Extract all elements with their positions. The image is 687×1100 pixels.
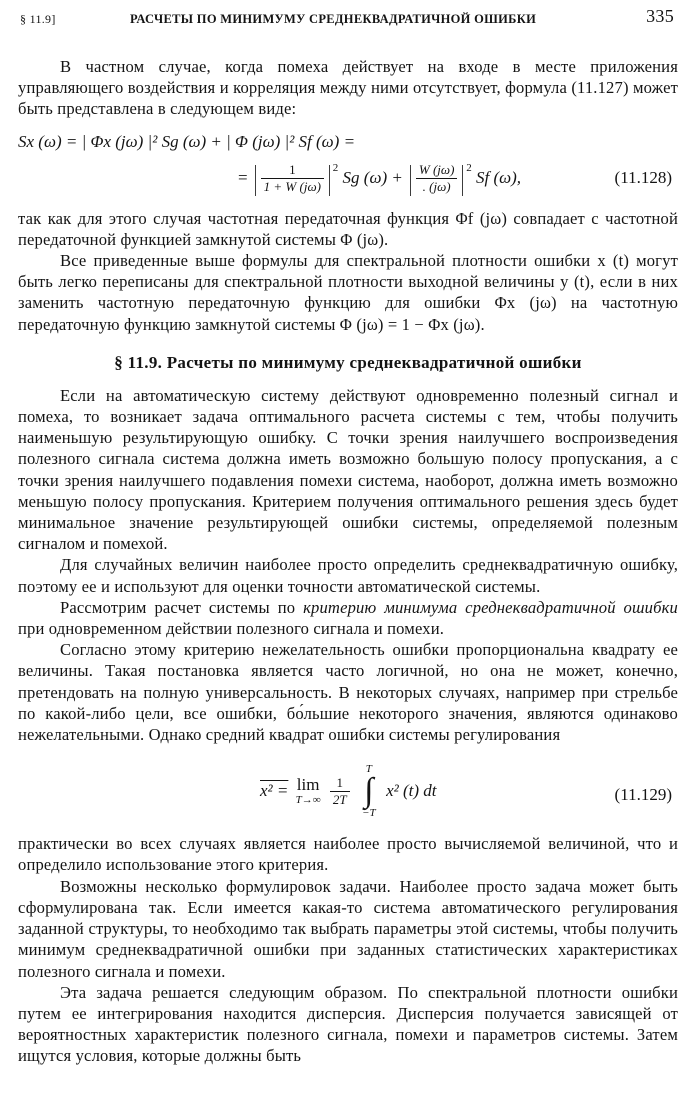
header-running-title: РАСЧЕТЫ ПО МИНИМУМУ СРЕДНЕКВАДРАТИЧНОЙ ОШИБКИ	[130, 12, 537, 26]
abs-bar-right: |	[327, 159, 332, 197]
fraction-1-numerator: 1	[261, 162, 324, 179]
paragraph-8: практически во всех случаях является наиболее просто вычисляемой величиной, что и определило использование этого критерия.	[18, 834, 678, 875]
eq-tail-term: Sf (ω),	[475, 167, 522, 187]
abs-bar-left-2: |	[408, 159, 413, 197]
paragraph-1: В частном случае, когда помеха действует на входе в месте приложения управляющего воздействия и корреляция между ними отсутствует, формула (11.127) может быть представлена в следующем виде:	[18, 57, 678, 119]
paragraph-6	[18, 597, 678, 639]
eq129-fraction-denominator: 2T	[332, 791, 347, 807]
paragraph-6-italic: критерию минимума среднеквадратичной ошибки	[303, 597, 678, 617]
fraction-1	[261, 162, 324, 195]
paragraph-5: Для случайных величин наиболее просто определить среднеквадратичную ошибку, поэтому ее и используют для оценки точности автоматической системы.	[18, 555, 678, 596]
paragraph-10: Эта задача решается следующим образом. По спектральной плотности ошибки путем ее интегрирования находится дисперсия. Дисперсия получается зависящей от вероятностных характеристик полезного сигнала, помехи и параметров системы. Затем ищутся условия, которые должны быть	[18, 982, 678, 1066]
fraction-2-numerator: W (jω)	[416, 162, 458, 179]
fraction-1-denominator: 1 + W (jω)	[263, 179, 321, 195]
paragraph-4: Если на автоматическую систему действуют одновременно полезный сигнал и помеха, то возникает задача оптимального расчета системы с тем, чтобы получить наименьшую результирующую ошибку. С точки зрения наилучшего воспроизведения полезного сигнала система должна иметь возможно большую полосу пропускания, а с точки зрения наилучшего подавления помехи система, наоборот, должна иметь возможно меньшую полосу пропускания. Критерием получения оптимального решения здесь будет минимальное значение результирующей ошибки системы, определяемой полезным сигналом и помехой.	[18, 385, 678, 554]
square-exponent: 2	[332, 161, 339, 174]
fraction-2	[416, 162, 458, 195]
equation-11-128-line-1: Sx (ω) = | Φx (jω) |² Sg (ω) + | Φ (jω) |² Sf (ω) =	[18, 131, 356, 151]
eq129-integrand: x² (t) dt	[386, 781, 437, 801]
paragraph-2: так как для этого случая частотная передаточная функция Φf (jω) совпадает с частотной передаточной функцией замкнутой системы Φ (jω).	[18, 208, 678, 249]
equation-11-129	[18, 745, 678, 833]
paragraph-3: Все приведенные выше формулы для спектральной плотности ошибки x (t) могут быть легко переписаны для спектральной плотности выходной величины y (t), если в них заменить частотную передаточную функцию для ошибки Φx (jω) на частотную передаточную функцию замкнутой системы Φ (jω) = 1 − Φx (jω).	[18, 251, 678, 334]
eq129-integral	[360, 763, 378, 819]
equation-number-11-129: (11.129)	[614, 785, 672, 805]
square-exponent-2: 2	[466, 161, 472, 174]
equation-11-128	[18, 126, 678, 208]
fraction-2-denominator: . (jω)	[422, 179, 451, 195]
page-number: 335	[646, 6, 674, 26]
running-header	[18, 6, 678, 32]
eq129-fraction-numerator: 1	[330, 775, 350, 792]
integral-sign: ∫	[364, 772, 374, 810]
eq-equals: =	[238, 167, 248, 187]
abs-bar-left: |	[253, 159, 257, 197]
section-heading: § 11.9. Расчеты по минимуму среднеквадратичной ошибки	[114, 352, 582, 372]
eq129-limit	[296, 776, 321, 806]
page	[18, 6, 678, 1067]
paragraph-9: Возможны несколько формулировок задачи. Наиболее просто задача может быть сформулирована так. Если имеется какая-то система автоматического регулирования заданной структуры, то необходимо так выбрать параметры этой системы, чтобы получить минимум среднеквадратичной ошибки при заданных статистических характеристиках полезного сигнала и помехи.	[18, 876, 678, 981]
eq129-fraction	[330, 775, 350, 808]
equation-11-128-line-2	[238, 159, 522, 197]
abs-bar-right-2: |	[461, 159, 465, 197]
header-section-ref: § 11.9]	[20, 12, 56, 26]
paragraph-6-start: Рассмотрим расчет системы по	[60, 597, 296, 617]
eq129-int-lower: −T	[362, 807, 376, 820]
eq-mid-term: Sg (ω) +	[342, 167, 403, 187]
equation-number-11-128: (11.128)	[614, 167, 672, 187]
eq129-lim-sub: T→∞	[295, 794, 321, 807]
eq129-lhs: x² =	[260, 781, 289, 801]
equation-11-129-body	[260, 763, 437, 819]
eq129-int-upper: T	[365, 763, 372, 776]
paragraph-7: Согласно этому критерию нежелательность ошибки пропорциональна квадрату ее величины. Такая постановка является часто логичной, но она не может, конечно, претендовать на полную универсальность. В некоторых случаях, например при стрельбе по какой-либо цели, все ошибки, бо́льшие некоторого значения, являются одинаково нежелательными. Однако средний квадрат ошибки системы регулирования	[18, 640, 678, 745]
eq129-lim: lim	[296, 775, 320, 795]
paragraph-6-end: при одновременном действии полезного сигнала и помехи.	[18, 619, 445, 639]
